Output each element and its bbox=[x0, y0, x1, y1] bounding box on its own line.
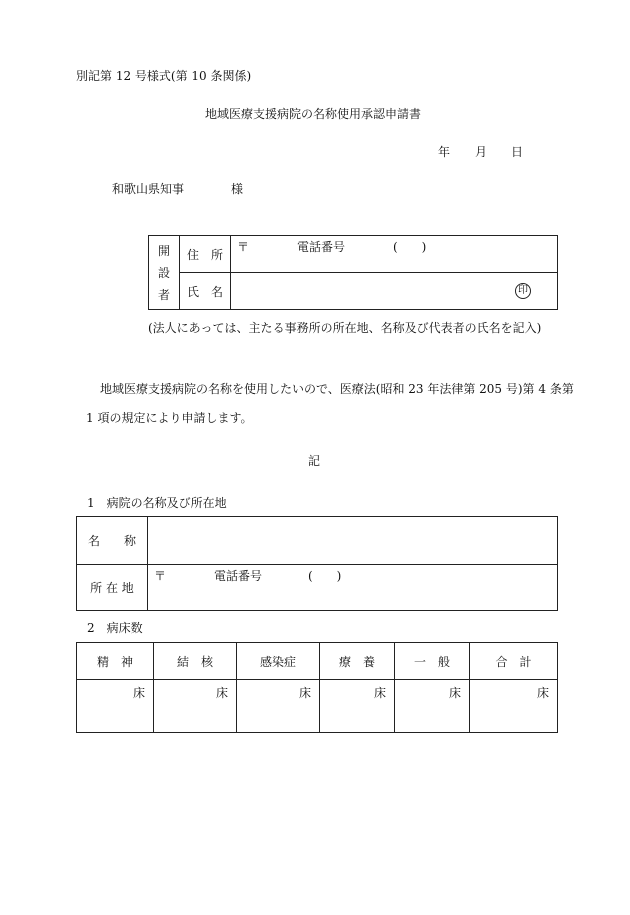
bed-unit: 床 bbox=[536, 686, 549, 700]
hospital-phone-label: 電話番号 bbox=[214, 569, 263, 583]
form-number: 別記第 12 号様式(第 10 条関係) bbox=[76, 69, 252, 83]
section1-heading: 1 病院の名称及び所在地 bbox=[87, 496, 227, 510]
bed-unit: 床 bbox=[373, 686, 386, 700]
bed-unit: 床 bbox=[298, 686, 311, 700]
addressee-honorific: 様 bbox=[231, 182, 244, 196]
applicant-phone-label: 電話番号 bbox=[297, 240, 346, 254]
applicant-role-label bbox=[149, 236, 180, 310]
ki-heading: 記 bbox=[308, 454, 321, 468]
hospital-phone-parens: ( ) bbox=[308, 569, 342, 583]
applicant-address-field[interactable] bbox=[231, 236, 558, 273]
beds-general-field[interactable] bbox=[395, 680, 470, 733]
beds-infectious-field[interactable] bbox=[237, 680, 320, 733]
hospital-address-field[interactable] bbox=[148, 565, 558, 611]
bed-unit: 床 bbox=[448, 686, 461, 700]
beds-col-infectious: 感染症 bbox=[237, 643, 320, 680]
hospital-address-label: 所 在 地 bbox=[77, 565, 148, 611]
date-day: 日 bbox=[511, 145, 524, 159]
applicant-table bbox=[148, 235, 558, 310]
page-title: 地域医療支援病院の名称使用承認申請書 bbox=[205, 107, 422, 121]
seal-mark-icon: 印 bbox=[515, 283, 531, 299]
body-text-line-2: 1 項の規定により申請します。 bbox=[86, 411, 253, 425]
beds-total-field[interactable] bbox=[470, 680, 558, 733]
beds-col-general: 一 般 bbox=[395, 643, 470, 680]
applicant-role-char-1: 開 bbox=[157, 243, 170, 258]
applicant-phone-parens: ( ) bbox=[393, 240, 427, 254]
beds-long-term-field[interactable] bbox=[320, 680, 395, 733]
addressee-name: 和歌山県知事 bbox=[112, 182, 185, 196]
beds-col-tuberculosis: 結 核 bbox=[154, 643, 237, 680]
beds-psychiatric-field[interactable] bbox=[77, 680, 154, 733]
hospital-name-field[interactable] bbox=[148, 517, 558, 565]
body-text-line-1: 地域医療支援病院の名称を使用したいので、医療法(昭和 23 年法律第 205 号)第 4 条第 bbox=[100, 382, 574, 396]
applicant-role-char-3: 者 bbox=[157, 287, 170, 302]
beds-table bbox=[76, 642, 558, 733]
date-year: 年 bbox=[438, 145, 451, 159]
applicant-address-label: 住 所 bbox=[180, 236, 231, 273]
date-month: 月 bbox=[475, 145, 488, 159]
applicant-note: (法人にあっては、主たる事務所の所在地、名称及び代表者の氏名を記入) bbox=[148, 321, 542, 335]
beds-tuberculosis-field[interactable] bbox=[154, 680, 237, 733]
applicant-name-field[interactable] bbox=[231, 273, 558, 310]
hospital-name-label: 名 称 bbox=[77, 517, 148, 565]
beds-col-long-term: 療 養 bbox=[320, 643, 395, 680]
section2-heading: 2 病床数 bbox=[87, 621, 143, 635]
bed-unit: 床 bbox=[132, 686, 145, 700]
beds-col-psychiatric: 精 神 bbox=[77, 643, 154, 680]
applicant-postal-mark: 〒 bbox=[237, 240, 250, 254]
applicant-name-label: 氏 名 bbox=[180, 273, 231, 310]
hospital-postal-mark: 〒 bbox=[154, 569, 167, 583]
applicant-role-char-2: 設 bbox=[157, 265, 170, 280]
hospital-table bbox=[76, 516, 558, 611]
bed-unit: 床 bbox=[215, 686, 228, 700]
beds-col-total: 合 計 bbox=[470, 643, 558, 680]
